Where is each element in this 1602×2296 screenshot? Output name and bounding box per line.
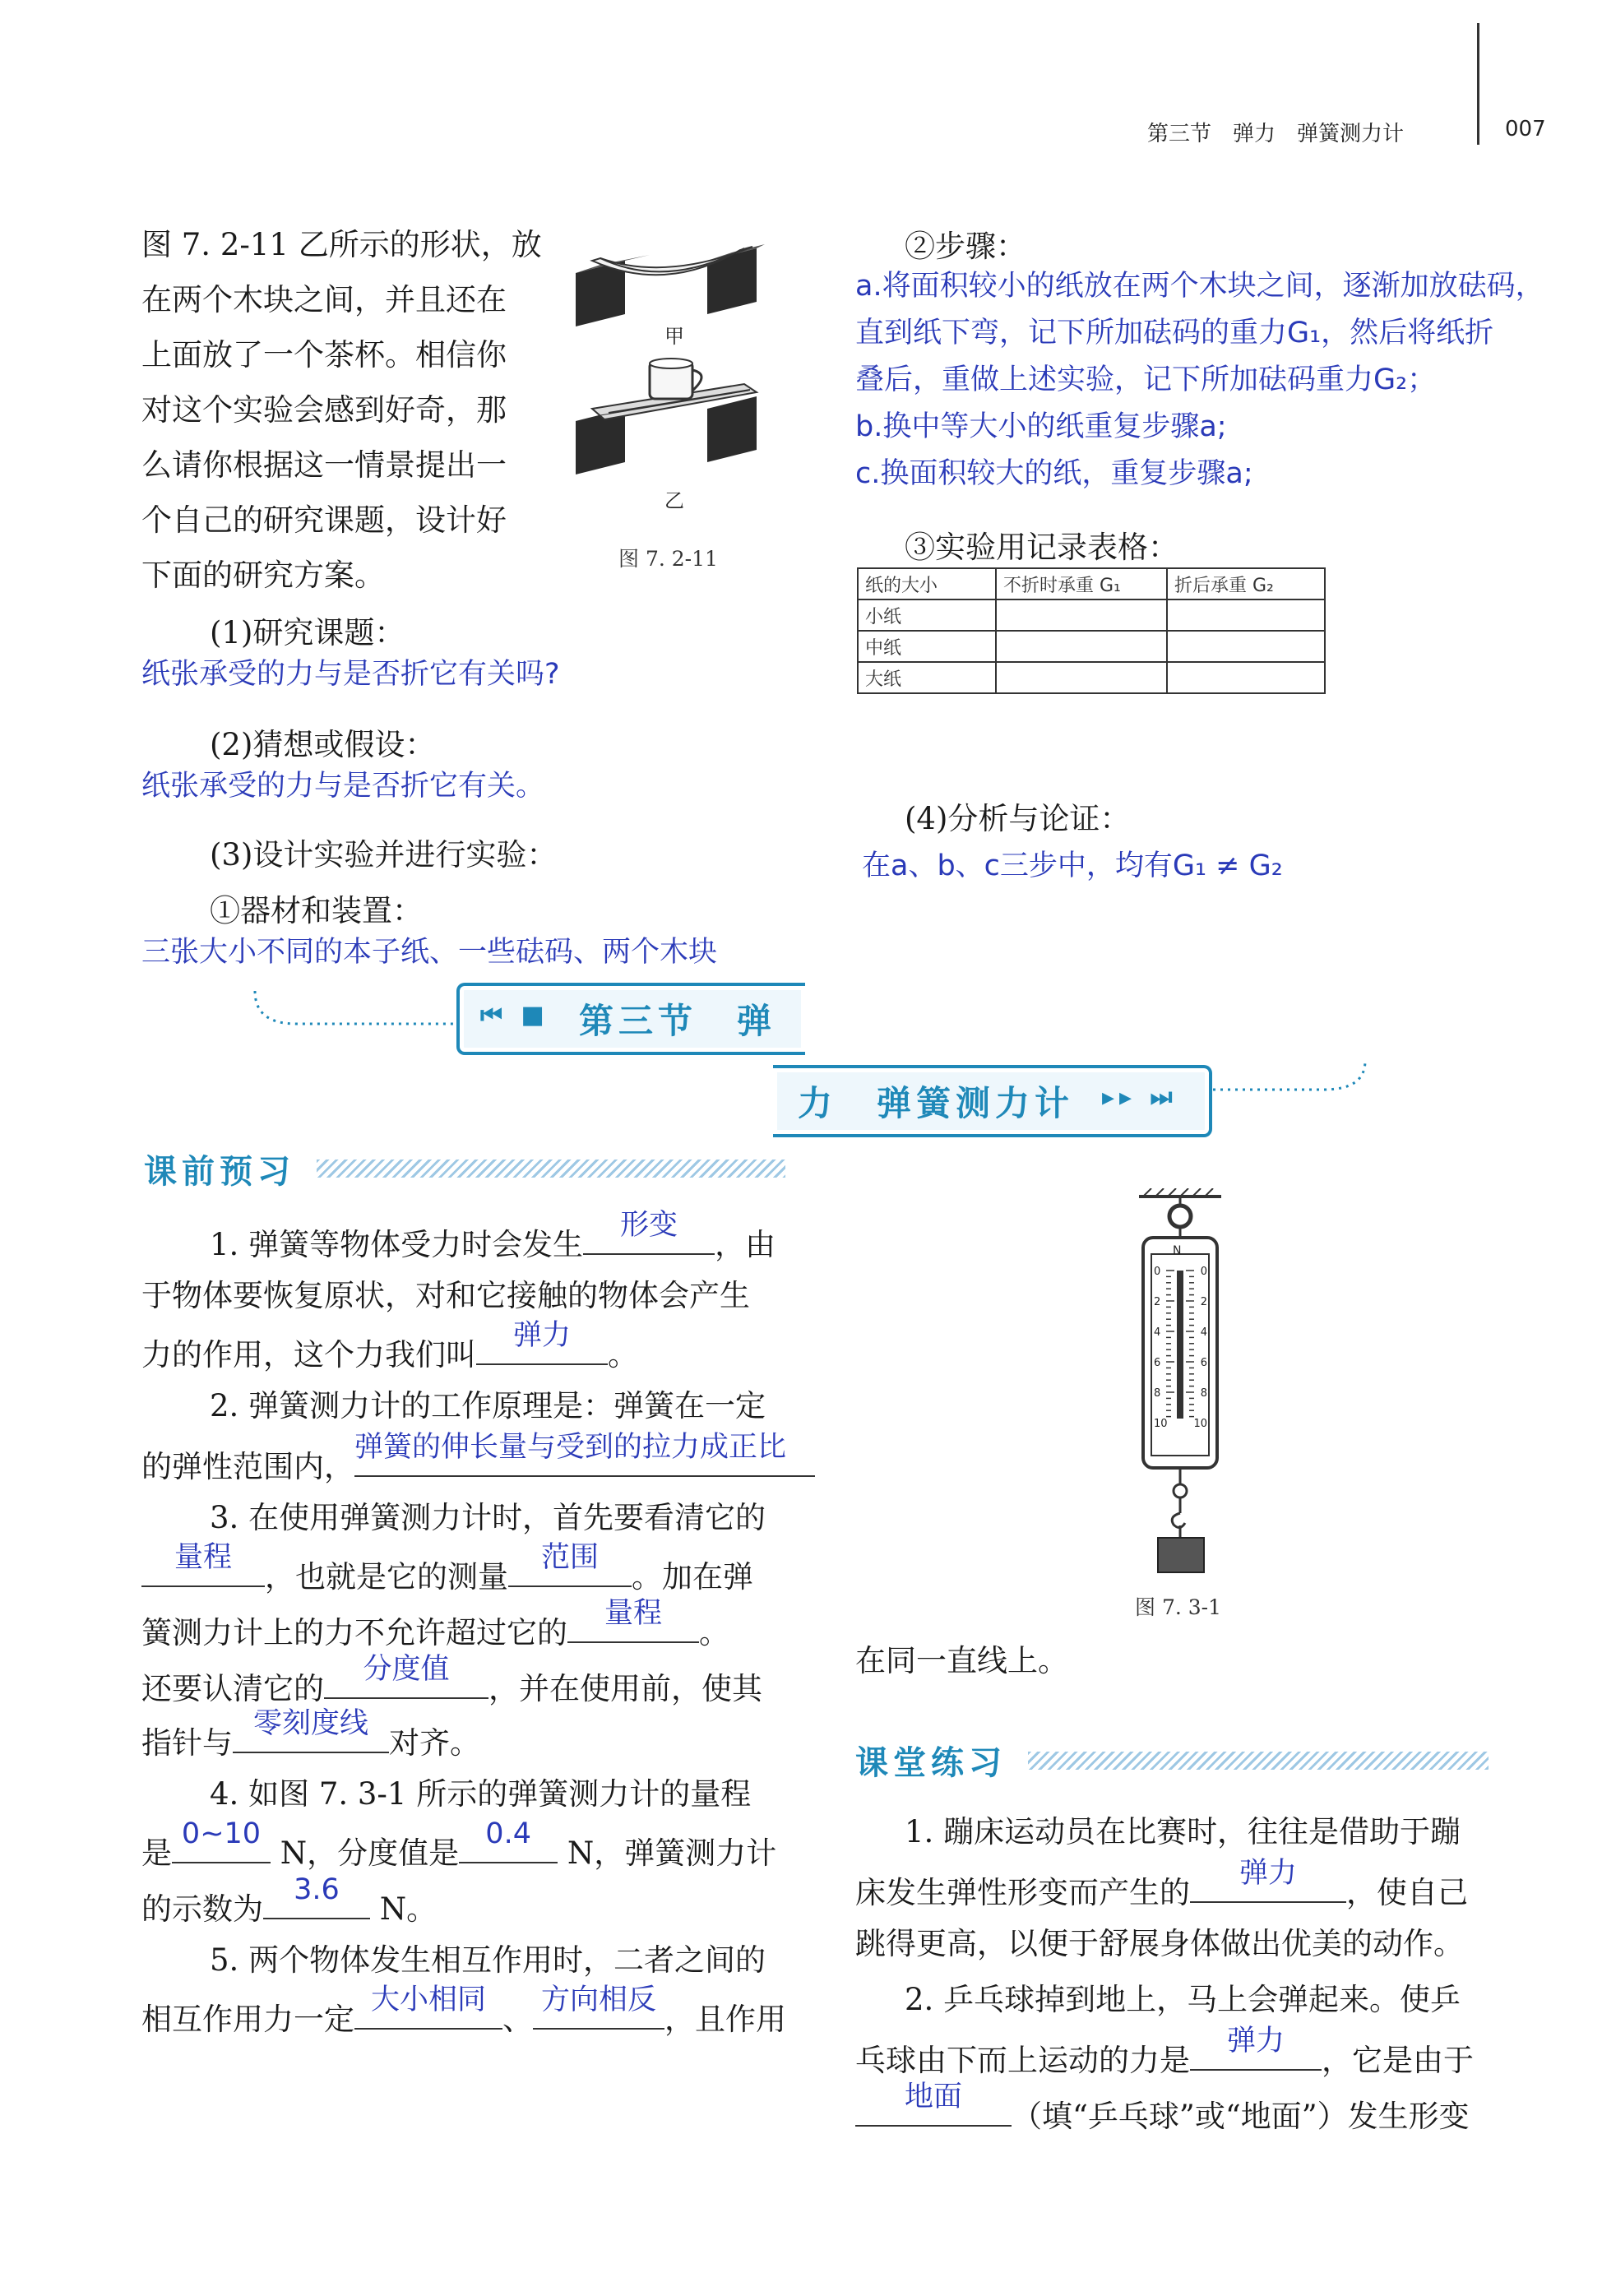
rewind-icon: ⏮ ■ xyxy=(480,1001,549,1030)
practice-title-stripe xyxy=(1028,1752,1489,1770)
table-cell xyxy=(1167,599,1325,631)
answer-blank: 弹力 xyxy=(476,1327,608,1365)
q1-label: (1)研究课题： xyxy=(210,615,405,650)
scale-tick-label-left: 4 xyxy=(1154,1326,1161,1339)
preview-q1-line2: 于物体要恢复原状，对和它接触的物体会产生 xyxy=(141,1278,750,1313)
banner-title-part2: 力 弹簧测力计 xyxy=(798,1083,1075,1123)
preview-q3-line5: 指针与 零刻度线 对齐。 xyxy=(141,1706,480,1761)
q4-label: (4)分析与论证： xyxy=(905,801,1131,836)
scale-tick-label-right: 10 xyxy=(1193,1418,1207,1430)
table-header-cell: 纸的大小 xyxy=(858,568,996,599)
block-pair-yi xyxy=(576,359,757,474)
banner-dotted-right xyxy=(1209,1057,1373,1106)
scale-tick-label-left: 0 xyxy=(1154,1266,1161,1278)
q4-answer: 在a、b、c三步中，均有G₁ ≠ G₂ xyxy=(862,849,1283,882)
scale-tick-label-left: 10 xyxy=(1154,1418,1168,1430)
preview-q1-line3: 力的作用，这个力我们叫 弹力 。 xyxy=(141,1318,638,1373)
answer-blank: 量程 xyxy=(567,1605,699,1643)
record-table xyxy=(857,567,1326,694)
page-number: 007 xyxy=(1505,117,1546,141)
banner-dotted-left xyxy=(247,987,461,1036)
banner-title-part1: 第三节 弹 xyxy=(579,1001,777,1041)
q2-label: (2)猜想或假设： xyxy=(210,727,436,762)
scale-tick-label-right: 4 xyxy=(1200,1326,1207,1339)
scale-tick-label-left: 6 xyxy=(1154,1357,1161,1369)
preview-q2-line1: 2. 弹簧测力计的工作原理是：弹簧在一定 xyxy=(210,1388,766,1423)
intro-line: 上面放了一个茶杯。相信你 xyxy=(141,337,507,373)
preview-q3-line4: 还要认清它的 分度值 ，并在使用前，使其 xyxy=(141,1652,762,1706)
preview-q1-line1: 1. 弹簧等物体受力时会发生 形变 ，由 xyxy=(210,1208,776,1262)
answer-blank: 零刻度线 xyxy=(233,1715,389,1753)
fig-label-jia: 甲 xyxy=(664,325,684,348)
q1-answer: 纸张承受的力与是否折它有关吗? xyxy=(141,658,560,691)
scale-tick-label-left: 2 xyxy=(1154,1296,1161,1308)
practice-q2-line1: 2. 乒乓球掉到地上，马上会弹起来。使乒 xyxy=(905,1982,1461,2017)
answer-blank: 弹力 xyxy=(1190,1865,1346,1903)
preview-q4-line2: 是 0~10 N，分度值是 0.4 N，弹簧测力计 xyxy=(141,1817,777,1871)
answer-blank: 0~10 xyxy=(172,1826,271,1863)
intro-line: 下面的研究方案。 xyxy=(141,558,385,593)
table-cell xyxy=(1167,662,1325,693)
figure-caption-7-3-1: 图 7. 3-1 xyxy=(1135,1595,1222,1619)
answer-blank: 3.6 xyxy=(263,1882,370,1919)
preview-q5-line2: 相互作用力一定 大小相同 、 方向相反 ，且作用 xyxy=(141,1983,786,2037)
preview-q3-line2: 量程 ，也就是它的测量 范围 。加在弹 xyxy=(141,1549,753,1600)
step-line: b.换中等大小的纸重复步骤a; xyxy=(855,410,1227,443)
answer-blank: 分度值 xyxy=(324,1661,488,1699)
table-cell xyxy=(996,599,1167,631)
practice-q2-line2: 乓球由下而上运动的力是 弹力 ，它是由于 xyxy=(855,2024,1474,2078)
preview-q4-line3: 的示数为 3.6 N。 xyxy=(141,1872,438,1927)
practice-q2-line3: 地面 （填“乒乓球”或“地面”）发生形变 xyxy=(855,2089,1470,2140)
q3-sub1: ①器材和装置： xyxy=(210,893,423,928)
step-line: a.将面积较小的纸放在两个木块之间，逐渐加放砝码， xyxy=(855,270,1544,303)
intro-line: 么请你根据这一情景提出一 xyxy=(141,447,507,483)
table-cell: 大纸 xyxy=(858,662,996,693)
preview-title-stripe xyxy=(317,1160,785,1178)
section-banner-part2 xyxy=(773,1065,1212,1137)
preview-q2-line2: 的弹性范围内， 弹簧的伸长量与受到的拉力成正比 xyxy=(141,1439,815,1490)
answer-blank: 地面 xyxy=(855,2089,1012,2127)
scale-tick-label-right: 0 xyxy=(1200,1266,1207,1278)
preview-q3-line1: 3. 在使用弹簧测力计时，首先要看清它的 xyxy=(210,1500,766,1535)
step-line: 直到纸下弯，记下所加砝码的重力G₁，然后将纸折 xyxy=(855,317,1494,349)
answer-blank: 方向相反 xyxy=(533,1992,664,2030)
preview-title: 课前预习 xyxy=(144,1153,295,1191)
answer-blank: 形变 xyxy=(583,1217,715,1255)
table-row xyxy=(858,662,1325,693)
header-divider xyxy=(1477,23,1479,145)
header-section-title: 第三节 弹力 弹簧测力计 xyxy=(1147,122,1405,146)
preview-q5-line1: 5. 两个物体发生相互作用时，二者之间的 xyxy=(210,1942,766,1978)
intro-paragraph xyxy=(141,222,542,608)
answer-blank: 弹力 xyxy=(1190,2033,1322,2071)
fast-forward-icon: ▸▸ ⏭ xyxy=(1102,1083,1178,1112)
preview-q3-line3: 簧测力计上的力不允许超过它的 量程 。 xyxy=(141,1596,729,1650)
q3-label: (3)设计实验并进行实验： xyxy=(210,837,558,873)
steps-answer xyxy=(855,263,1544,498)
figure-paper-on-blocks xyxy=(567,215,773,520)
answer-blank: 弹簧的伸长量与受到的拉力成正比 xyxy=(354,1439,815,1477)
q2-answer: 纸张承受的力与是否折它有关。 xyxy=(141,770,545,803)
intro-line: 在两个木块之间，并且还在 xyxy=(141,282,507,317)
step-line: c.换面积较大的纸，重复步骤a; xyxy=(855,457,1253,490)
scale-tick-label-right: 6 xyxy=(1200,1357,1207,1369)
figure-caption-7-2-11: 图 7. 2-11 xyxy=(618,547,718,571)
table-cell xyxy=(1167,631,1325,662)
right-continuation: 在同一直线上。 xyxy=(855,1643,1068,1678)
step-line: 叠后，重做上述实验，记下所加砝码重力G₂； xyxy=(855,363,1437,396)
section-banner-part1 xyxy=(456,983,805,1055)
answer-blank: 0.4 xyxy=(459,1826,558,1863)
block-pair-jia xyxy=(576,244,765,326)
answer-blank: 大小相同 xyxy=(354,1992,502,2030)
table-header-row xyxy=(858,568,1325,599)
table-cell xyxy=(996,662,1167,693)
practice-q1-line1: 1. 蹦床运动员在比赛时，往往是借助于蹦 xyxy=(905,1814,1461,1849)
steps-label: ②步骤： xyxy=(905,229,1026,264)
table-header-cell: 折后承重 G₂ xyxy=(1167,568,1325,599)
table-row xyxy=(858,599,1325,631)
fig-label-yi: 乙 xyxy=(664,489,684,512)
scale-tick-label-right: 8 xyxy=(1200,1387,1207,1400)
answer-blank: 量程 xyxy=(141,1549,265,1587)
q3-answer: 三张大小不同的本子纸、一些砝码、两个木块 xyxy=(141,936,718,969)
intro-line: 对这个实验会感到好奇，那 xyxy=(141,392,507,428)
practice-q1-line3: 跳得更高，以便于舒展身体做出优美的动作。 xyxy=(855,1926,1464,1961)
intro-line: 图 7. 2-11 乙所示的形状，放 xyxy=(141,227,542,262)
table-cell xyxy=(996,631,1167,662)
scale-tick-label-left: 8 xyxy=(1154,1387,1161,1400)
figure-spring-scale xyxy=(1118,1188,1242,1575)
answer-blank: 范围 xyxy=(508,1549,632,1587)
scale-unit-label: N xyxy=(1173,1244,1182,1257)
table-cell: 中纸 xyxy=(858,631,996,662)
table-cell: 小纸 xyxy=(858,599,996,631)
table-label: ③实验用记录表格： xyxy=(905,530,1178,565)
preview-q4-line1: 4. 如图 7. 3-1 所示的弹簧测力计的量程 xyxy=(210,1776,752,1812)
practice-title: 课堂练习 xyxy=(855,1744,1007,1782)
table-row xyxy=(858,631,1325,662)
scale-tick-label-right: 2 xyxy=(1200,1296,1207,1308)
table-header-cell: 不折时承重 G₁ xyxy=(996,568,1167,599)
practice-q1-line2: 床发生弹性形变而产生的 弹力 ，使自己 xyxy=(855,1856,1468,1910)
intro-line: 个自己的研究课题，设计好 xyxy=(141,502,507,538)
